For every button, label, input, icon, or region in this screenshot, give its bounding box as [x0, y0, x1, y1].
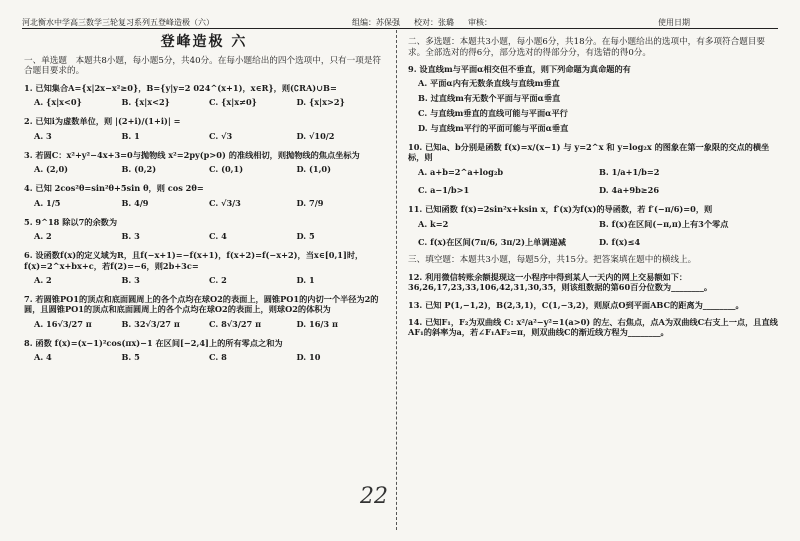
question-stem: 10. 已知a、b分别是函数 f(x)=x/(x−1) 与 y=2^x 和 y=log₂x 的图象在第一象限的交点的横坐标，则 [408, 141, 770, 162]
option-c: C. 8 [209, 352, 227, 363]
question-stem: 9. 设直线m与平面α相交但不垂直，则下列命题为真命题的有 [408, 64, 631, 75]
option-b: B. {x|x<2} [121, 97, 170, 108]
option-c: C. √3 [209, 130, 233, 141]
left-column [24, 34, 384, 371]
question-stem: 8. 函数 f(x)=(x−1)²cos(πx)−1 在区间[−2,4]上的所有零点之和为 [24, 337, 283, 348]
options-row [34, 319, 384, 329]
question-stem: 5. 9^18 除以7的余数为 [24, 216, 118, 227]
option-d: D. 5 [296, 231, 315, 242]
question-5 [24, 217, 384, 242]
options-row [34, 231, 384, 241]
option-b: B. 过直线m有无数个平面与平面α垂直 [418, 92, 561, 103]
question-stem: 6. 设函数f(x)的定义域为R，且f(−x+1)=−f(x+1)，f(x+2)=f(−x+2)，当x∈[0,1]时，f(x)=2^x+bx+c，若f(2)=−6，则2b+3c= [24, 250, 364, 271]
option-d: D. 4a+9b≥26 [599, 185, 660, 196]
question-10 [408, 142, 780, 196]
handwritten-page-mark: 22 [360, 484, 388, 509]
option-b: B. 1/a+1/b=2 [599, 167, 660, 178]
option-d: D. (1,0) [296, 164, 332, 175]
options-row [34, 352, 384, 362]
option-c: C. 与直线m垂直的直线可能与平面α平行 [418, 108, 568, 119]
options-grid [418, 219, 780, 248]
option-a: A. 4 [34, 352, 52, 363]
options-row [34, 275, 384, 285]
options-grid [418, 167, 780, 196]
question-8 [24, 338, 384, 363]
question-stem: 7. 若圆锥PO1的顶点和底面圆周上的各个点均在球O2的表面上，圆锥PO1的内切一个半径为2的圆，且圆锥PO1的顶点和底面圆周上的各个点均在球O2的表面上，则球O2的体积为 [24, 294, 379, 315]
editor-text: 组编：苏保强 [352, 18, 400, 27]
option-c: C. 4 [209, 231, 227, 242]
school-title: 河北衡水中学高三数学三轮复习系列五登峰造极（六） [22, 18, 214, 27]
option-a: A. 1/5 [34, 197, 61, 208]
page-title: 登峰造极 六 [160, 34, 248, 50]
option-b: B. (0,2) [121, 164, 157, 175]
page-header [22, 8, 778, 29]
question-stem: 11. 已知函数 f(x)=2sin²x+ksin x，f′(x)为f(x)的导函数，若 f′(−π/6)=0，则 [408, 203, 713, 214]
section-fill-in: 三、填空题：本题共3小题，每题5分，共15分。把答案填在题中的横线上。 [408, 255, 697, 266]
options-row [34, 97, 384, 107]
header-staff [352, 17, 658, 28]
options-list [418, 78, 780, 134]
column-divider [396, 30, 397, 530]
question-13: 13. 已知 P(1,−1,2)，B(2,3,1)，C(1,−3,2)，则原点O到平面ABC的距离为________。 [408, 299, 744, 310]
question-14: 14. 已知F₁，F₂为双曲线 C: x²/a²−y²=1(a>0) 的左、右焦点，点A为双曲线C右支上一点，且直线AF₁的斜率为a，若∠F₁AF₂=π，则双曲线C的渐近线方程为________。 [408, 316, 778, 338]
option-a: A. k=2 [418, 218, 449, 229]
question-2 [24, 116, 384, 141]
question-1 [24, 83, 384, 108]
option-d: D. f(x)≤4 [599, 237, 641, 248]
option-d: D. {x|x>2} [296, 97, 345, 108]
usage-date: 使用日期 [658, 18, 690, 27]
option-a: A. 平面α内有无数条直线与直线m垂直 [418, 77, 560, 88]
option-a: A. (2,0) [34, 164, 69, 175]
option-c: C. 8√3/27 π [209, 318, 262, 329]
question-12: 12. 利用微信转账余额提现这一小程序中得到某人一天内的网上交易额如下：36,26,17,23,33,106,42,31,30,35，则该组数据的第60百分位数为________。 [408, 272, 713, 293]
option-c: C. {x|x≠0} [209, 97, 257, 108]
right-column [408, 34, 780, 344]
options-row [34, 198, 384, 208]
question-9 [408, 64, 780, 133]
option-b: B. 3 [121, 231, 140, 242]
option-d: D. 10 [296, 352, 321, 363]
option-d: D. 与直线m平行的平面可能与平面α垂直 [418, 123, 569, 134]
question-6 [24, 250, 384, 285]
proofreader-text: 校对：张璐 [414, 18, 454, 27]
option-c: C. (0,1) [209, 164, 244, 175]
option-c: C. 2 [209, 274, 227, 285]
option-d: D. √10/2 [296, 130, 335, 141]
option-b: B. 4/9 [121, 197, 149, 208]
question-stem: 4. 已知 2cos²θ=sin²θ+5sin θ，则 cos 2θ= [24, 183, 204, 194]
option-c: C. f(x)在区间(7π/6, 3π/2)上单调递减 [418, 237, 566, 248]
option-a: A. 3 [34, 130, 52, 141]
question-11 [408, 204, 780, 248]
option-d: D. 1 [296, 274, 315, 285]
option-b: B. 1 [121, 130, 140, 141]
question-4 [24, 183, 384, 208]
option-b: B. 32√3/27 π [121, 318, 180, 329]
question-stem: 2. 已知i为虚数单位，则 |(2+i)/(1+i)| = [24, 116, 181, 127]
option-a: A. a+b=2^a+log₂b [418, 167, 504, 178]
options-row [34, 131, 384, 141]
question-7 [24, 294, 384, 329]
option-b: B. f(x)在区间(−π,π)上有3个零点 [599, 218, 729, 229]
option-c: C. a−1/b>1 [418, 185, 470, 196]
section-single-choice: 一、单选题 本题共8小题，每小题5分，共40分。在每小题给出的四个选项中，只有一项是符合题目要求的。 [24, 55, 382, 77]
option-b: B. 5 [121, 352, 140, 363]
question-3 [24, 150, 384, 175]
option-a: A. {x|x<0} [34, 97, 82, 108]
option-a: A. 2 [34, 231, 52, 242]
question-stem: 3. 若圆C：x²+y²−4x+3=0与抛物线 x²=2py(p>0) 的准线相切，则抛物线的焦点坐标为 [24, 149, 360, 160]
options-row [34, 164, 384, 174]
question-stem: 1. 已知集合A={x|2x−x²≥0}，B={y|y=2 024^(x+1)，x∈R}，则(∁RA)∪B= [24, 82, 337, 93]
option-c: C. √3/3 [209, 197, 241, 208]
option-d: D. 16/3 π [296, 318, 338, 329]
option-b: B. 3 [121, 274, 140, 285]
section-multiple-choice: 二、多选题：本题共3小题，每小题6分，共18分。在每小题给出的选项中，有多项符合题目要求。全部选对的得6分，部分选对的得部分分，有选错的得0分。 [408, 37, 766, 58]
option-d: D. 7/9 [296, 197, 324, 208]
option-a: A. 2 [34, 274, 52, 285]
reviewer-text: 审核： [468, 18, 492, 27]
option-a: A. 16√3/27 π [34, 318, 92, 329]
